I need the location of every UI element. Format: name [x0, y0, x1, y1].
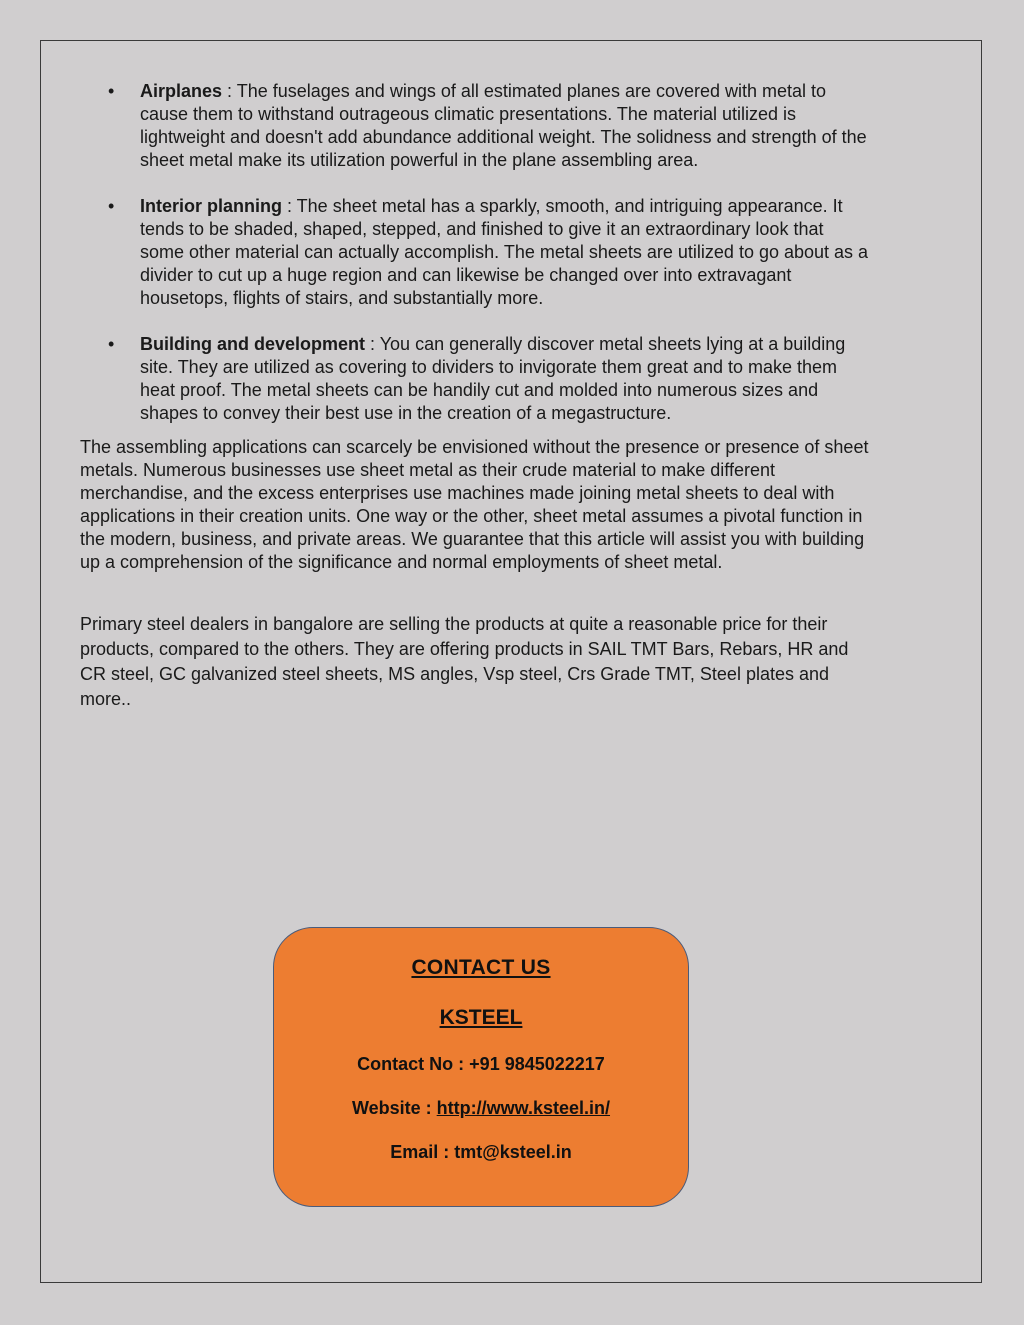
bullet-icon: •	[108, 196, 115, 216]
bullet-list	[80, 80, 870, 425]
contact-phone	[274, 1054, 688, 1075]
email-address: tmt@ksteel.in	[454, 1142, 572, 1162]
bullet-term: Airplanes	[140, 81, 223, 101]
company-name: KSTEEL	[439, 1006, 523, 1029]
bullet-text: : The sheet metal has a sparkly, smooth, and intriguing appearance. It tends to be shaded, shaped, stepped, and finished to give it an extraordinary look that some other material can actually accomplish. The metal sheets are utilized to go about as a divider to cut up a huge region and can likewise be changed over into extravagant housetops, flights of stairs, and substantially more.	[140, 196, 869, 308]
document-body	[80, 80, 870, 712]
website-label: Website :	[351, 1098, 437, 1118]
bullet-term: Building and development	[140, 334, 366, 354]
phone-number: +91 9845022217	[469, 1054, 605, 1074]
contact-box	[273, 927, 689, 1207]
bullet-icon: •	[108, 81, 115, 101]
bullet-icon: •	[108, 334, 115, 354]
website-link[interactable]: http://www.ksteel.in/	[436, 1098, 611, 1118]
email-label: Email :	[390, 1142, 455, 1162]
list-item	[80, 333, 870, 425]
bullet-text: : You can generally discover metal sheets lying at a building site. They are utilized as covering to dividers to invigorate them great and to make them heat proof. The metal sheets can be handily cut and molded into numerous sizes and shapes to convey their best use in the creation of a megastructure.	[140, 334, 846, 423]
bullet-text: : The fuselages and wings of all estimated planes are covered with metal to cause them to withstand outrageous climatic presentations. The material utilized is lightweight and doesn't add abundance additional weight. The solidness and strength of the sheet metal make its utilization powerful in the plane assembling area.	[140, 81, 867, 170]
contact-email	[274, 1142, 688, 1163]
list-item	[80, 80, 870, 172]
phone-label: Contact No :	[357, 1054, 470, 1074]
list-item	[80, 195, 870, 310]
bullet-term: Interior planning	[140, 196, 282, 216]
contact-title: CONTACT US	[411, 956, 551, 979]
body-paragraph-1: The assembling applications can scarcely be envisioned without the presence or presence of sheet metals. Numerous businesses use sheet metal as their crude material to make different merchandise, and the excess enterprises use machines made joining metal sheets to deal with applications in their creation units. One way or the other, sheet metal assumes a pivotal function in the modern, business, and private areas. We guarantee that this article will assist you with building up a comprehension of the significance and normal employments of sheet metal.	[80, 437, 869, 572]
contact-website	[274, 1098, 688, 1119]
body-paragraph-2: Primary steel dealers in bangalore are selling the products at quite a reasonable price for their products, compared to the others. They are offering products in SAIL TMT Bars, Rebars, HR and CR steel, GC galvanized steel sheets, MS angles, Vsp steel, Crs Grade TMT, Steel plates and more..	[80, 614, 849, 709]
